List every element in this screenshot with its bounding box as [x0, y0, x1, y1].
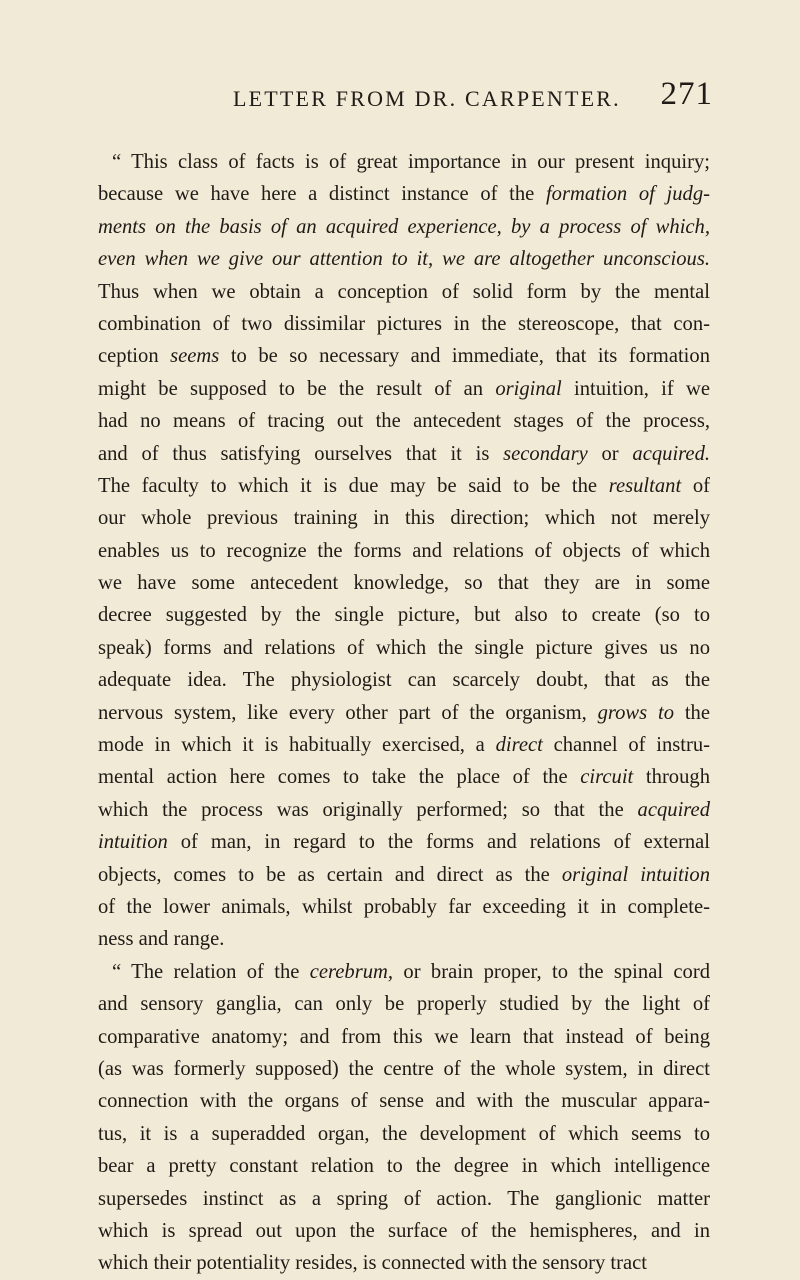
text-line — [98, 276, 710, 308]
text-run: combination of two dissimilar pictures in the stereoscope, that con- — [98, 312, 710, 335]
text-run: intuition, if we — [561, 377, 710, 400]
text-line — [98, 1021, 710, 1053]
text-line — [98, 340, 710, 372]
italic-text-run: original — [495, 377, 562, 400]
text-run: the — [674, 701, 710, 724]
text-run: channel of instru- — [542, 734, 711, 757]
italic-text-run: direct — [495, 734, 543, 757]
text-line — [98, 1247, 710, 1279]
text-line — [98, 178, 710, 210]
text-line — [98, 632, 710, 664]
text-line — [98, 1085, 710, 1117]
text-run: supersedes instinct as a spring of action. The ganglionic matter — [98, 1187, 710, 1210]
text-run: mode in which it is habitually exercised, a — [98, 734, 496, 757]
italic-text-run: ments on the basis of an acquired experience, by a process of which, — [98, 215, 710, 238]
text-line — [98, 1183, 710, 1215]
body-text — [98, 146, 710, 1280]
text-run: of man, in regard to the forms and relations of external — [167, 831, 710, 854]
text-run: comparative anatomy; and from this we learn that instead of being — [98, 1025, 710, 1048]
text-line — [98, 859, 710, 891]
text-run: (as was formerly supposed) the centre of the whole system, in direct — [98, 1057, 710, 1080]
text-line — [98, 502, 710, 534]
text-line — [98, 1053, 710, 1085]
italic-text-run: resultant — [608, 474, 682, 497]
text-line — [98, 988, 710, 1020]
text-run: connection with the organs of sense and with the muscular appara- — [98, 1090, 710, 1113]
italic-text-run: cerebrum, — [309, 960, 394, 983]
text-run: to be so necessary and immediate, that its formation — [219, 345, 710, 368]
text-line — [98, 567, 710, 599]
text-run: speak) forms and relations of which the single picture gives us no — [98, 636, 710, 659]
text-run: and of thus satisfying ourselves that it is — [98, 442, 504, 465]
text-run: decree suggested by the single picture, but also to create (so to — [98, 604, 710, 627]
text-line — [98, 794, 710, 826]
text-run: which their potentiality resides, is connected with the sensory tract — [98, 1252, 648, 1275]
text-run: ness and range. — [98, 928, 225, 951]
text-run: “ The relation of the — [112, 960, 310, 983]
text-line — [98, 1150, 710, 1182]
text-line — [98, 211, 710, 243]
running-title: LETTER FROM DR. CARPENTER. — [233, 86, 621, 111]
text-line — [98, 891, 710, 923]
text-run: mental action here comes to take the place of the — [98, 766, 581, 789]
text-run: “ This class of facts is of great importance in our present inquiry; — [112, 151, 710, 173]
text-run: which the process was originally performed; so that the — [98, 798, 638, 821]
italic-text-run: intuition — [98, 831, 168, 854]
text-run: The faculty to which it is due may be said to be the — [98, 474, 609, 497]
text-line — [98, 956, 710, 988]
text-run: enables us to recognize the forms and relations of objects of which — [98, 539, 710, 562]
text-line — [98, 405, 710, 437]
text-line — [98, 697, 710, 729]
text-run: our whole previous training in this direction; which not merely — [98, 507, 710, 530]
text-run: adequate idea. The physiologist can scarcely doubt, that as the — [98, 669, 710, 692]
text-line — [98, 243, 710, 275]
text-line — [98, 1215, 710, 1247]
text-line — [98, 664, 710, 696]
italic-text-run: acquired. — [632, 442, 711, 465]
text-run: of the lower animals, whilst probably far exceeding it in complete- — [98, 895, 710, 918]
italic-text-run: secondary — [503, 442, 588, 465]
text-run: through — [633, 766, 710, 789]
text-line — [98, 1118, 710, 1150]
text-run: of — [681, 474, 710, 497]
text-line — [98, 470, 710, 502]
text-line — [98, 729, 710, 761]
text-line — [98, 826, 710, 858]
text-line — [98, 438, 710, 470]
text-run: or brain proper, to the spinal cord — [393, 960, 710, 983]
text-run: had no means of tracing out the antecedent stages of the process, — [98, 410, 710, 433]
text-run: objects, comes to be as certain and direct as the — [98, 863, 562, 886]
text-line — [98, 373, 710, 405]
italic-text-run: grows to — [597, 701, 675, 724]
italic-text-run: formation of judg- — [545, 183, 710, 206]
text-run: tus, it is a superadded organ, the development of which seems to — [98, 1122, 710, 1145]
text-line — [98, 146, 710, 178]
text-line — [98, 535, 710, 567]
text-line — [98, 308, 710, 340]
text-line — [98, 923, 710, 955]
text-line — [98, 599, 710, 631]
page-number: 271 — [660, 76, 713, 112]
text-line — [98, 761, 710, 793]
text-run: because we have here a distinct instance of the — [98, 183, 546, 206]
italic-text-run: even when we give our attention to it, we are altogether unconscious. — [98, 248, 710, 271]
italic-text-run: original intuition — [561, 863, 710, 886]
text-run: Thus when we obtain a conception of solid form by the mental — [98, 280, 710, 303]
italic-text-run: circuit — [580, 766, 634, 789]
text-run: might be supposed to be the result of an — [98, 377, 496, 400]
text-run: which is spread out upon the surface of the hemispheres, and in — [98, 1219, 710, 1242]
italic-text-run: seems — [170, 345, 220, 368]
text-run: and sensory ganglia, can only be properly studied by the light of — [98, 993, 710, 1016]
italic-text-run: acquired — [637, 798, 710, 821]
page-header — [233, 70, 713, 114]
text-run: ception — [98, 345, 171, 368]
text-run: nervous system, like every other part of the organism, — [98, 701, 598, 724]
text-run: or — [587, 442, 633, 465]
text-run: bear a pretty constant relation to the degree in which intelligence — [98, 1155, 710, 1178]
text-run: we have some antecedent knowledge, so that they are in some — [98, 572, 710, 595]
